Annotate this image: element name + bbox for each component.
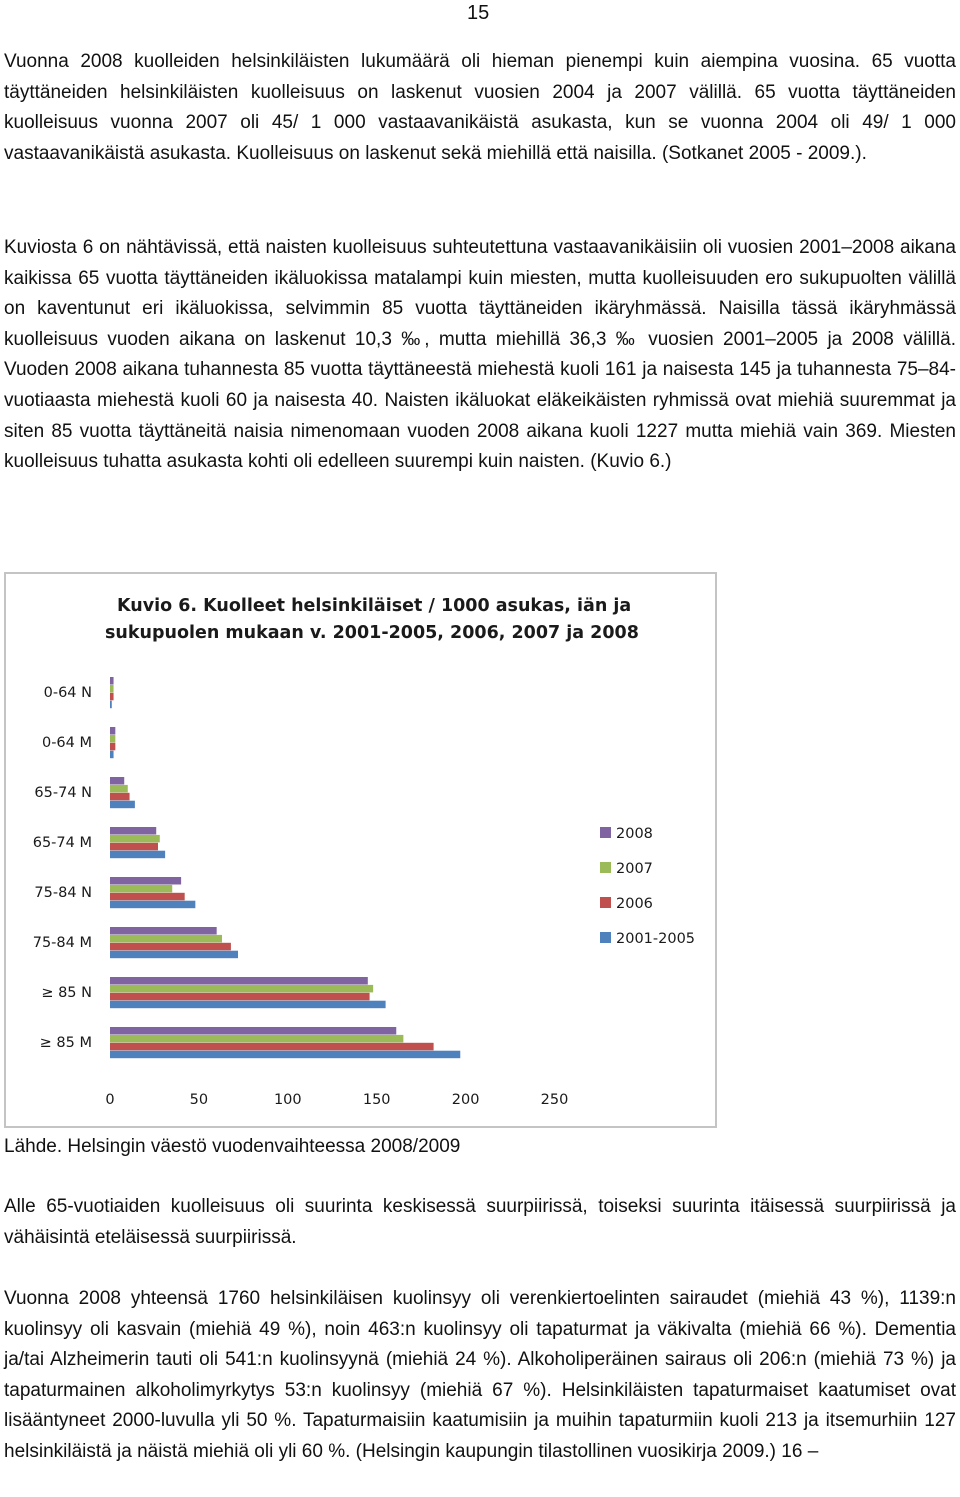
bar-2007-7 xyxy=(110,1035,403,1043)
paragraph-mortality-2008: Vuonna 2008 kuolleiden helsinkiläisten lukumäärä oli hieman pienempi kuin aiempina vuosina. 65 vuotta täyttäneiden helsinkiläisten kuolleisuus on laskenut vuosien 2004 ja 2007 välillä. 65 vuotta täyttäneiden kuolleisuus vuonna 2007 oli 45/ 1 000 vastaavanikäistä asukasta, kun se vuonna 2004 oli 49/ 1 000 vastaavanikäistä asukasta. Kuolleisuus on laskenut sekä miehillä että naisilla. (Sotkanet 2005 - 2009.). xyxy=(4,51,956,164)
bar-2006-4 xyxy=(110,893,185,901)
paragraph-causes-of-death: Vuonna 2008 yhteensä 1760 helsinkiläisen kuolinsyy oli verenkiertoelinten sairaudet (miehiä 43 %), 1139:n kuolinsyy oli kasvain (miehiä 49 %), noin 463:n kuolinsyy oli tapaturmat ja väkivalta (miehiä 66 %). Dementia ja/tai Alzheimerin tauti oli 541:n kuolinsyynä (miehiä 24 %). Alkoholiperäinen sairaus oli 206:n (miehiä 73 %) ja tapaturmainen alkoholimyrkytys 53:n kuolinsyy (miehiä 67 %). Helsinkiläisten tapaturmaiset kaatumiset ovat lisääntyneet 2000-luvulla yli 50 %. Tapaturmaisiin kaatumisiin ja muihin tapaturmiin kuoli 213 ja itsemurhiin 127 helsinkiläistä ja näistä miehiä oli yli 60 %. (Helsingin kaupungin tilastollinen vuosikirja 2009.) 16 – xyxy=(4,1288,956,1462)
bar-2008-3 xyxy=(110,827,156,835)
bar-2007-1 xyxy=(110,735,115,743)
x-tick-label: 0 xyxy=(105,1092,115,1108)
bar-2001-2005-0 xyxy=(110,701,112,709)
category-label: 75-84 M xyxy=(32,935,92,951)
chart-title-line-1: Kuvio 6. Kuolleet helsinkiläiset / 1000 asukas, iän ja xyxy=(117,596,632,616)
legend-label: 2006 xyxy=(616,896,653,912)
bar-2008-4 xyxy=(110,877,181,885)
category-label: ≥ 85 M xyxy=(39,1035,92,1051)
bar-2001-2005-7 xyxy=(110,1051,460,1059)
bar-2006-3 xyxy=(110,843,158,851)
figure-6-chart xyxy=(4,572,717,1128)
chart-x-ticks xyxy=(105,1092,568,1108)
x-tick-label: 50 xyxy=(189,1092,209,1108)
legend-label: 2008 xyxy=(616,826,653,842)
legend-label: 2001-2005 xyxy=(616,931,696,947)
x-tick-label: 250 xyxy=(540,1092,569,1108)
x-tick-label: 200 xyxy=(451,1092,480,1108)
category-label: ≥ 85 N xyxy=(41,985,92,1001)
bar-2001-2005-3 xyxy=(110,851,165,859)
chart-source-note: Lähde. Helsingin väestö vuodenvaihteessa 2008/2009 xyxy=(4,1136,461,1157)
paragraph-figure-6-description: Kuviosta 6 on nähtävissä, että naisten kuolleisuus suhteutettuna vastaavanikäisiin oli vuosien 2001–2008 aikana kaikissa 65 vuotta täyttäneiden ikäluokissa matalampi kuin miesten, mutta kuolleisuuden ero sukupuolten välillä on kaventunut eri ikäluokissa, selvimmin 85 vuotta täyttäneiden ikäryhmässä. Naisilla tässä ikäryhmässä kuolleisuus vuoden aikana on laskenut 10,3 ‰, mutta miehillä 36,3 ‰ vuosien 2001–2005 ja 2008 välillä. Vuoden 2008 aikana tuhannesta 85 vuotta täyttäneestä miehestä kuoli 161 ja naisesta 145 ja tuhannesta 75–84-vuotiaasta miehestä kuoli 60 ja naisesta 40. Naisten ikäluokat eläkeikäisten ryhmissä ovat miehiä suuremmat ja siten 85 vuotta täyttäneitä naisia nimenomaan vuoden 2008 aikana kuoli 1227 mutta miehiä vain 369. Miesten kuolleisuus tuhatta asukasta kohti oli edelleen suurempi kuin naisten. (Kuvio 6.) xyxy=(4,237,956,473)
legend-label: 2007 xyxy=(616,861,653,877)
legend-swatch xyxy=(600,827,611,838)
bar-2001-2005-2 xyxy=(110,801,135,809)
bar-2006-1 xyxy=(110,743,115,751)
chart-category-labels xyxy=(33,685,92,1051)
x-tick-label: 100 xyxy=(273,1092,302,1108)
category-label: 65-74 N xyxy=(34,785,92,801)
bar-2007-2 xyxy=(110,785,128,793)
bar-2001-2005-5 xyxy=(110,951,238,959)
bar-2008-0 xyxy=(110,677,114,685)
chart-canvas xyxy=(6,574,719,1130)
bar-2007-5 xyxy=(110,935,222,943)
paragraph-district-mortality: Alle 65-vuotiaiden kuolleisuus oli suurinta keskisessä suurpiirissä, toiseksi suurinta itäisessä suurpiirissä ja vähäisintä eteläisessä suurpiirissä. xyxy=(4,1196,956,1248)
category-label: 0-64 M xyxy=(41,735,92,751)
x-tick-label: 150 xyxy=(362,1092,391,1108)
bar-2007-3 xyxy=(110,835,160,843)
bar-2008-7 xyxy=(110,1027,396,1035)
bar-2008-2 xyxy=(110,777,124,785)
bar-2007-4 xyxy=(110,885,172,893)
chart-bars xyxy=(110,677,460,1058)
category-label: 0-64 N xyxy=(43,685,92,701)
bar-2008-6 xyxy=(110,977,368,985)
bar-2006-2 xyxy=(110,793,130,801)
bar-2008-1 xyxy=(110,727,115,735)
legend-swatch xyxy=(600,932,611,943)
bar-2007-0 xyxy=(110,685,114,693)
bar-2001-2005-1 xyxy=(110,751,114,759)
bar-2008-5 xyxy=(110,927,217,935)
legend-swatch xyxy=(600,897,611,908)
bar-2001-2005-6 xyxy=(110,1001,386,1009)
bar-2006-0 xyxy=(110,693,114,701)
bar-2001-2005-4 xyxy=(110,901,195,909)
bar-2006-5 xyxy=(110,943,231,951)
bar-2007-6 xyxy=(110,985,373,993)
category-label: 65-74 M xyxy=(32,835,92,851)
chart-legend xyxy=(600,826,695,947)
bar-2006-6 xyxy=(110,993,370,1001)
category-label: 75-84 N xyxy=(34,885,92,901)
page-number: 15 xyxy=(467,2,490,24)
legend-swatch xyxy=(600,862,611,873)
bar-2006-7 xyxy=(110,1043,434,1051)
chart-title-line-2: sukupuolen mukaan v. 2001-2005, 2006, 2007 ja 2008 xyxy=(105,623,639,643)
